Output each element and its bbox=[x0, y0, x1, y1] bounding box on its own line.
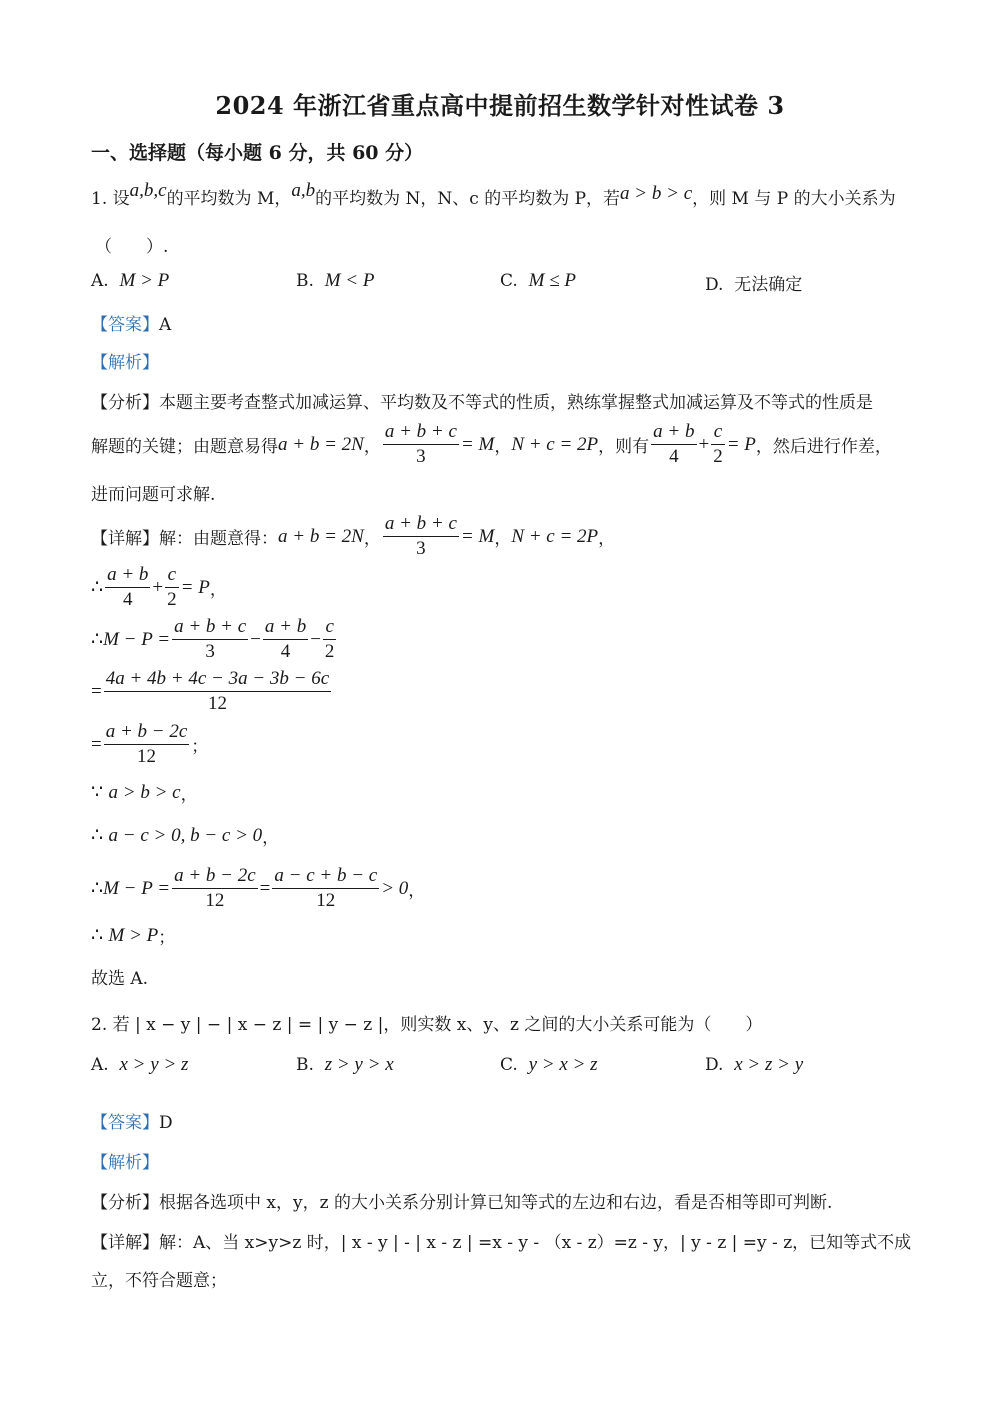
q2-jiexi-tag: 【解析】 bbox=[91, 1153, 159, 1173]
answer-value: D bbox=[159, 1113, 173, 1133]
q2-stem: 2. 若 | x − y | − | x − z | = | y − z |，则实数 x、y、z 之间的大小关系可能为（ ） bbox=[91, 1015, 763, 1035]
xiangjie-tag: 【详解】 bbox=[91, 1233, 159, 1253]
m-minus-p: M − P = bbox=[103, 628, 171, 650]
eq-sum: a + b = 2N bbox=[278, 525, 364, 547]
answer-tag: 【答案】 bbox=[91, 1113, 159, 1133]
frac-num: a − c + b − c bbox=[272, 864, 379, 889]
frac-num: 4a + 4b + 4c − 3a − 3b − 6c bbox=[104, 667, 331, 692]
option-letter: B. bbox=[296, 1055, 314, 1075]
eq-p: = P bbox=[726, 433, 756, 455]
frac-num: a + b − 2c bbox=[172, 864, 258, 889]
frac-num: a + b + c bbox=[383, 512, 459, 537]
option-text: y > x > z bbox=[528, 1054, 598, 1075]
q1-text2: 的平均数为 N，N、c 的平均数为 P，若 bbox=[315, 189, 621, 209]
option-letter: D. bbox=[705, 1055, 724, 1075]
m-minus-p: M − P = bbox=[103, 877, 171, 899]
frac-abc-over-3 bbox=[383, 512, 459, 561]
q1-condition: a > b > c bbox=[620, 182, 693, 204]
fenxi-text: 解题的关键；由题意易得 bbox=[91, 437, 278, 457]
option-letter: C. bbox=[500, 1055, 518, 1075]
frac-den: 4 bbox=[280, 641, 291, 662]
option-text: z > y > x bbox=[324, 1054, 394, 1075]
frac-den: 3 bbox=[416, 538, 426, 559]
frac-c-over-2 bbox=[323, 615, 337, 664]
therefore-symbol: ∴ bbox=[91, 825, 104, 846]
q1-step-p bbox=[91, 563, 227, 612]
q1-option-d bbox=[705, 270, 802, 295]
option-text: M < P bbox=[324, 270, 375, 291]
q1-because bbox=[91, 780, 198, 805]
fenxi-text: 本题主要考查整式加减运算、平均数及不等式的性质，熟练掌握整式加减运算及不等式的性质是 bbox=[159, 393, 873, 413]
condition: a > b > c bbox=[108, 781, 181, 803]
therefore-symbol: ∴ bbox=[91, 878, 104, 899]
frac-den: 2 bbox=[167, 589, 177, 610]
q1-jiexi-tag: 【解析】 bbox=[91, 353, 159, 373]
comma: ， bbox=[494, 437, 512, 457]
q2-xiangjie-line2: 立，不符合题意； bbox=[91, 1271, 227, 1291]
q1-paren: （ ）. bbox=[95, 237, 169, 257]
q1-fenxi-line3: 进而问题可求解. bbox=[91, 485, 216, 505]
q1-fenxi-line2 bbox=[91, 420, 892, 469]
frac-num: c bbox=[711, 420, 725, 445]
minus-sign: − bbox=[310, 628, 321, 650]
q2-option-d bbox=[705, 1054, 803, 1076]
conclusion: M > P bbox=[108, 924, 159, 946]
option-text: 无法确定 bbox=[734, 275, 803, 295]
frac-den: 4 bbox=[123, 589, 133, 610]
frac-c-over-2 bbox=[711, 420, 725, 469]
frac-ab2c-over-12 bbox=[172, 864, 258, 913]
frac-den: 3 bbox=[416, 446, 426, 467]
frac-den: 4 bbox=[669, 446, 679, 467]
therefore-symbol: ∴ bbox=[91, 629, 104, 650]
equals-sign: = bbox=[91, 733, 102, 755]
q1-step-simplified bbox=[91, 720, 208, 769]
condition: a − c > 0, b − c > 0 bbox=[108, 824, 263, 846]
option-text: M > P bbox=[119, 270, 170, 291]
q1-fenxi-line1 bbox=[91, 388, 873, 413]
comma: ， bbox=[363, 437, 381, 457]
section-heading: 一、选择题（每小题 6 分，共 60 分） bbox=[91, 142, 424, 164]
comma: ， bbox=[209, 580, 227, 600]
minus-sign: − bbox=[250, 628, 261, 650]
answer-tag: 【答案】 bbox=[91, 315, 159, 335]
option-text: M ≤ P bbox=[528, 270, 576, 291]
eq-nc: N + c = 2P bbox=[511, 525, 599, 547]
therefore-symbol: ∴ bbox=[91, 925, 104, 946]
frac-c-over-2 bbox=[165, 563, 179, 612]
option-letter: B. bbox=[296, 271, 314, 291]
xiangjie-text: 解：由题意得： bbox=[159, 529, 278, 549]
therefore-symbol: ∴ bbox=[91, 577, 104, 598]
q1-xiangjie-line1 bbox=[91, 512, 615, 561]
fenxi-text: ，则有 bbox=[598, 437, 650, 457]
comma: ， bbox=[494, 529, 512, 549]
frac-num: c bbox=[323, 615, 337, 640]
q1-guxuan: 故选 A. bbox=[91, 969, 149, 989]
plus-sign: + bbox=[698, 433, 710, 455]
frac-ab2c-over-12 bbox=[104, 720, 190, 769]
option-letter: D. bbox=[705, 275, 724, 295]
frac-num: a + b bbox=[263, 615, 308, 640]
eq-sum: a + b = 2N bbox=[278, 433, 364, 455]
equals-sign: = bbox=[91, 680, 102, 702]
q1-option-b bbox=[296, 270, 374, 292]
frac-num: a + b − 2c bbox=[104, 720, 190, 745]
frac-den: 12 bbox=[207, 693, 227, 714]
frac-abc-over-3 bbox=[172, 615, 248, 664]
frac-den: 12 bbox=[137, 746, 156, 767]
q1-text3: ，则 M 与 P 的大小关系为 bbox=[692, 189, 896, 209]
frac-den: 12 bbox=[316, 890, 336, 911]
fenxi-tag: 【分析】 bbox=[91, 1193, 159, 1213]
option-text: x > y > z bbox=[119, 1054, 189, 1075]
greater-than-zero: > 0 bbox=[381, 877, 409, 899]
fenxi-text: 根据各选项中 x，y，z 的大小关系分别计算已知等式的左边和右边，看是否相等即可判断. bbox=[159, 1193, 833, 1213]
q2-option-b bbox=[296, 1054, 394, 1076]
q2-xiangjie-line1 bbox=[91, 1228, 911, 1253]
q1-vars-ab: a,b bbox=[291, 179, 316, 201]
q1-prefix: 1. 设 bbox=[91, 189, 130, 209]
frac-ab-over-4 bbox=[651, 420, 696, 469]
frac-num: a + b bbox=[105, 563, 150, 588]
plus-sign: + bbox=[152, 576, 164, 598]
eq-p: = P bbox=[180, 576, 210, 598]
frac-num: a + b + c bbox=[383, 420, 459, 445]
q1-vars-abc: a,b,c bbox=[129, 179, 167, 201]
option-letter: A. bbox=[91, 1055, 109, 1075]
q1-option-c bbox=[500, 270, 576, 292]
frac-ab-over-4 bbox=[105, 563, 150, 612]
xiangjie-text: 解：A、当 x>y>z 时，| x - y | - | x - z | =x - y - （x - z）=z - y，| y - z | =y - z，已知等式不成 bbox=[159, 1233, 912, 1253]
comma: ， bbox=[408, 881, 426, 901]
q1-option-a bbox=[91, 270, 169, 292]
eq-m: = M bbox=[460, 525, 495, 547]
frac-den: 3 bbox=[205, 641, 215, 662]
q1-step-big bbox=[91, 667, 333, 716]
comma: ， bbox=[180, 785, 198, 805]
semicolon: ； bbox=[191, 737, 209, 757]
q1-answer bbox=[91, 310, 171, 335]
comma: ， bbox=[598, 529, 616, 549]
q1-diffs bbox=[91, 823, 279, 848]
option-text: x > z > y bbox=[734, 1054, 804, 1075]
semicolon: ； bbox=[158, 928, 176, 948]
option-letter: A. bbox=[91, 271, 109, 291]
fenxi-tag: 【分析】 bbox=[91, 393, 159, 413]
fenxi-text: ，然后进行作差， bbox=[755, 437, 892, 457]
q2-answer bbox=[91, 1108, 173, 1133]
q2-fenxi bbox=[91, 1188, 832, 1213]
answer-value: A bbox=[159, 315, 172, 335]
q1-stem bbox=[91, 179, 896, 209]
xiangjie-tag: 【详解】 bbox=[91, 529, 159, 549]
q2-option-c bbox=[500, 1054, 598, 1076]
frac-den: 2 bbox=[713, 446, 723, 467]
q1-conclusion bbox=[91, 923, 175, 948]
q2-option-a bbox=[91, 1054, 188, 1076]
frac-num: a + b + c bbox=[172, 615, 248, 640]
frac-big bbox=[104, 667, 331, 716]
comma: ， bbox=[363, 529, 381, 549]
frac-abc-over-3 bbox=[383, 420, 459, 469]
comma: ， bbox=[262, 828, 280, 848]
q1-final-step bbox=[91, 864, 425, 913]
eq-nc: N + c = 2P bbox=[511, 433, 599, 455]
page-title: 2024 年浙江省重点高中提前招生数学针对性试卷 3 bbox=[215, 91, 785, 120]
q1-step-mp bbox=[91, 615, 338, 664]
option-letter: C. bbox=[500, 271, 518, 291]
frac-num: a + b bbox=[651, 420, 696, 445]
frac-acbc-over-12 bbox=[272, 864, 379, 913]
eq-m: = M bbox=[460, 433, 495, 455]
because-symbol: ∵ bbox=[91, 782, 104, 803]
equals-sign: = bbox=[259, 877, 271, 899]
frac-num: c bbox=[165, 563, 179, 588]
q1-text1: 的平均数为 M， bbox=[166, 189, 292, 209]
frac-den: 12 bbox=[205, 890, 225, 911]
frac-ab-over-4 bbox=[263, 615, 308, 664]
frac-den: 2 bbox=[324, 641, 335, 662]
